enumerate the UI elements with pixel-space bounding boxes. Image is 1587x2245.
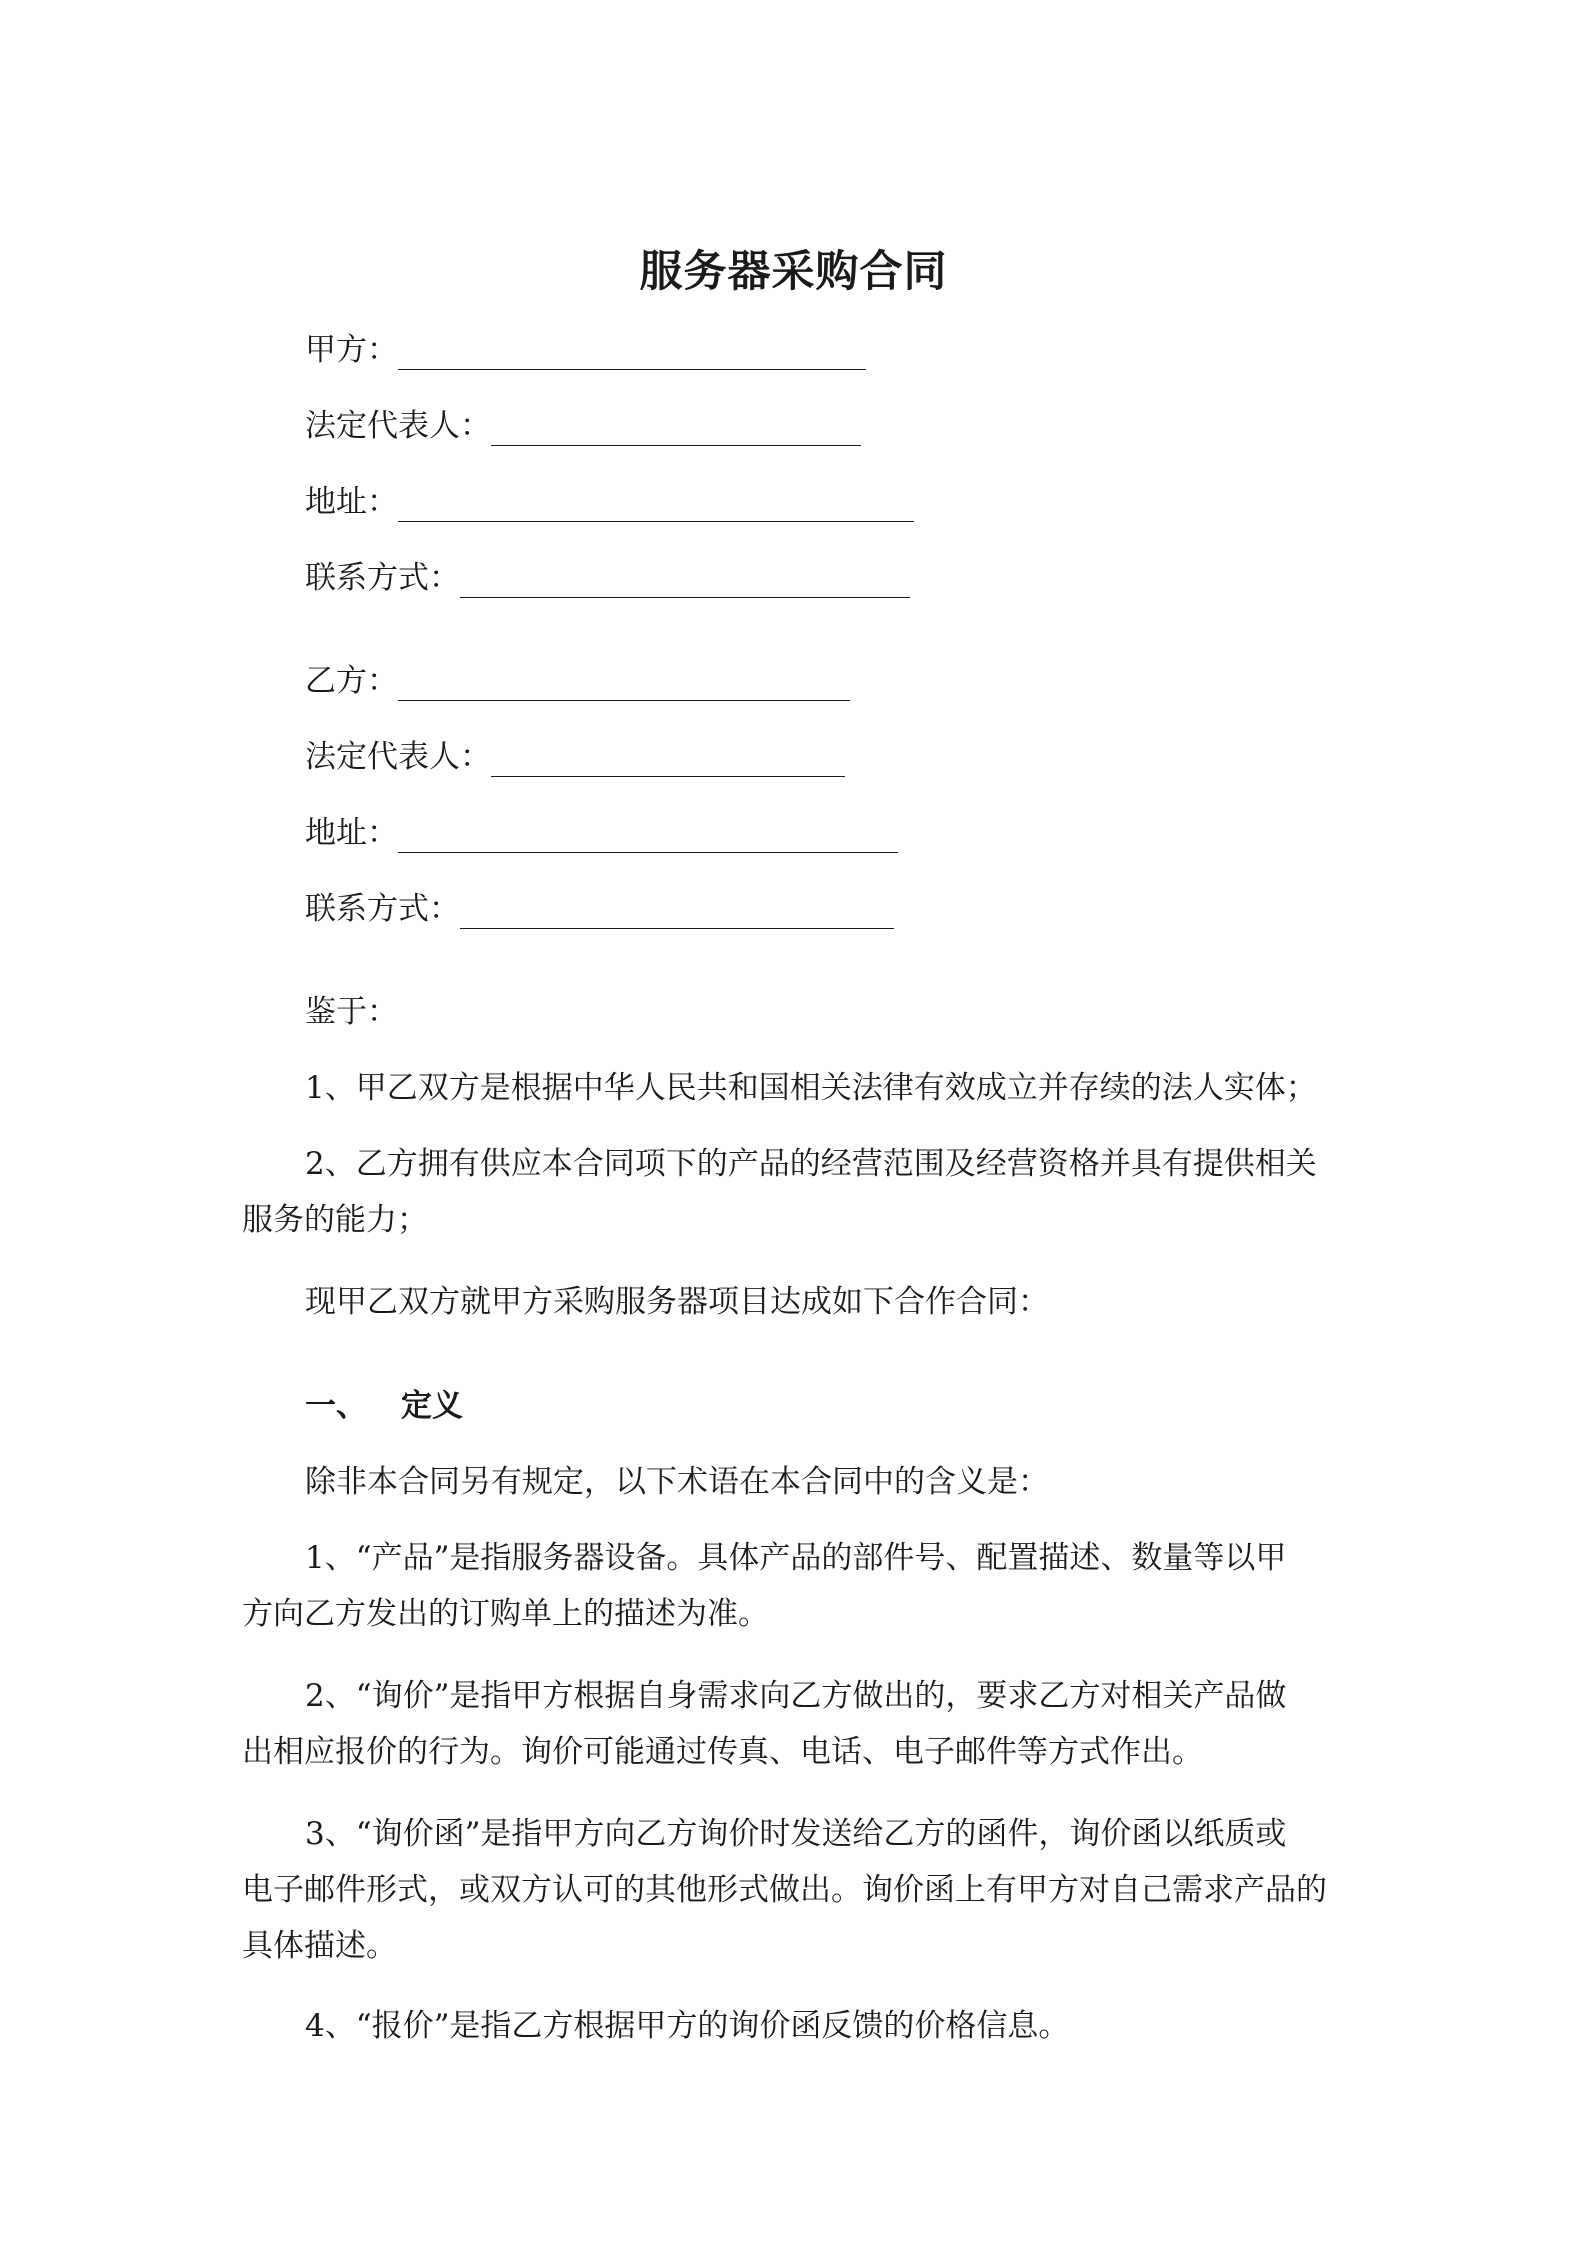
whereas-item-1: 1、甲乙双方是根据中华人民共和国相关法律有效成立并存续的法人实体； — [305, 1070, 1317, 1106]
party-b-address-blank[interactable] — [398, 820, 898, 853]
party-a-address-blank[interactable] — [398, 489, 914, 522]
party-b-name-field — [305, 661, 850, 701]
party-b-name-label: 乙方： — [305, 663, 398, 699]
party-b-address-label: 地址： — [305, 815, 398, 851]
party-a-name-label: 甲方： — [305, 332, 398, 368]
party-a-address-label: 地址： — [305, 484, 398, 520]
definition-3-line-3: 具体描述。 — [242, 1928, 397, 1964]
agreement-statement: 现甲乙双方就甲方采购服务器项目达成如下合作合同： — [305, 1284, 1049, 1320]
party-b-rep-field — [305, 737, 845, 777]
definition-1-line-1: 1、“产品”是指服务器设备。具体产品的部件号、配置描述、数量等以甲 — [305, 1540, 1287, 1576]
party-a-contact-label: 联系方式： — [305, 560, 460, 596]
definition-2-line-2: 出相应报价的行为。询价可能通过传真、电话、电子邮件等方式作出。 — [242, 1734, 1203, 1770]
section-1-heading — [305, 1386, 463, 1426]
party-a-name-field — [305, 330, 866, 370]
party-a-contact-blank[interactable] — [460, 565, 910, 598]
definition-3-line-2: 电子邮件形式，或双方认可的其他形式做出。询价函上有甲方对自己需求产品的 — [242, 1872, 1327, 1908]
party-a-name-blank[interactable] — [398, 337, 866, 370]
whereas-item-2-line-1: 2、乙方拥有供应本合同项下的产品的经营范围及经营资格并具有提供相关 — [305, 1146, 1317, 1182]
document-title: 服务器采购合同 — [639, 247, 948, 297]
party-a-rep-label: 法定代表人： — [305, 408, 491, 444]
whereas-item-2-line-2: 服务的能力； — [242, 1202, 428, 1238]
section-1-number: 一、 — [305, 1388, 367, 1424]
definition-1-line-2: 方向乙方发出的订购单上的描述为准。 — [242, 1596, 769, 1632]
party-b-rep-label: 法定代表人： — [305, 739, 491, 775]
section-1-title: 定义 — [401, 1388, 463, 1424]
party-b-rep-blank[interactable] — [491, 744, 845, 777]
party-b-contact-field — [305, 889, 894, 929]
party-a-contact-field — [305, 558, 910, 598]
party-b-contact-blank[interactable] — [460, 896, 894, 929]
party-b-contact-label: 联系方式： — [305, 891, 460, 927]
section-1-intro: 除非本合同另有规定，以下术语在本合同中的含义是： — [305, 1464, 1049, 1500]
whereas-label: 鉴于： — [305, 994, 398, 1030]
party-a-address-field — [305, 482, 914, 522]
party-a-rep-blank[interactable] — [491, 413, 861, 446]
definition-4-line-1: 4、“报价”是指乙方根据甲方的询价函反馈的价格信息。 — [305, 2008, 1070, 2044]
party-a-rep-field — [305, 406, 861, 446]
party-b-address-field — [305, 813, 898, 853]
definition-3-line-1: 3、“询价函”是指甲方向乙方询价时发送给乙方的函件，询价函以纸质或 — [305, 1816, 1287, 1852]
party-b-name-blank[interactable] — [398, 668, 850, 701]
definition-2-line-1: 2、“询价”是指甲方根据自身需求向乙方做出的，要求乙方对相关产品做 — [305, 1678, 1287, 1714]
